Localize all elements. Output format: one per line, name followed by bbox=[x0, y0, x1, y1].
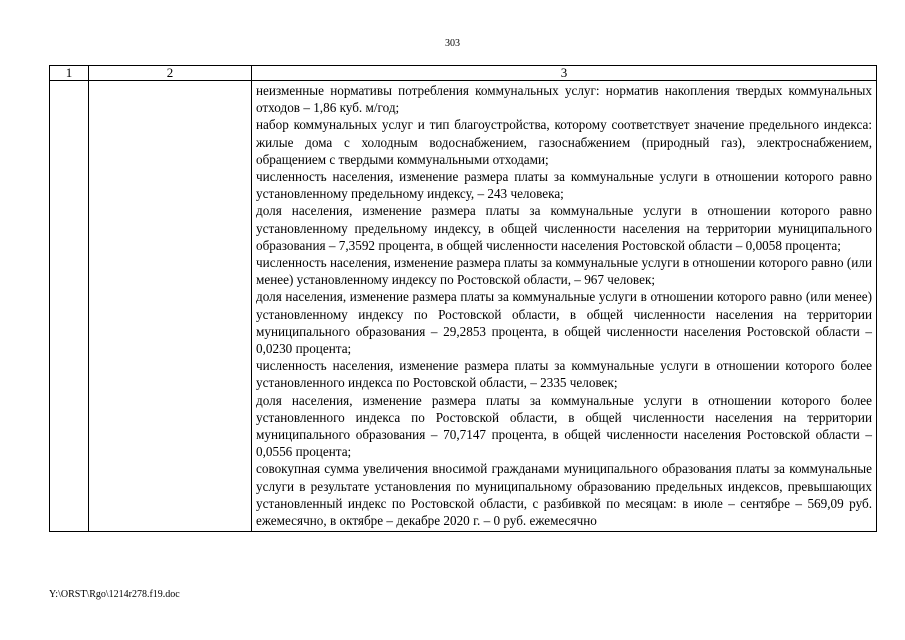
column-header-2: 2 bbox=[89, 66, 252, 81]
column-header-1: 1 bbox=[50, 66, 89, 81]
paragraph: совокупная сумма увеличения вносимой гражданами муниципального образования платы за коммунальные услуги в результате установления по муниципальному образованию предельных индексов, превышающих установленный индекс по Ростовской области, с разбивкой по месяцам: в июле – сентябре – 569,09 руб. ежемесячно, в октябре – декабре 2020 г. – 0 руб. ежемесячно bbox=[256, 461, 872, 529]
column-header-3: 3 bbox=[252, 66, 877, 81]
table-row bbox=[50, 81, 877, 532]
file-path-footer: Y:\ORST\Rgo\1214r278.f19.doc bbox=[49, 589, 180, 600]
page-number: 303 bbox=[445, 38, 460, 49]
paragraph: численность населения, изменение размера платы за коммунальные услуги в отношении которого равно установленному предельному индексу, – 243 человека; bbox=[256, 169, 872, 202]
paragraph: доля населения, изменение размера платы за коммунальные услуги в отношении которого равно установленному предельному индексу, в общей численности населения на территории муниципального образования – 7,3592 процента, в общей численности населения Ростовской области – 0,0058 процента; bbox=[256, 203, 872, 253]
paragraph: доля населения, изменение размера платы за коммунальные услуги в отношении которого равно (или менее) установленному индексу по Ростовской области, в общей численности населения на территории муниципального образования – 29,2853 процента, в общей численности населения Ростовской области – 0,0230 процента; bbox=[256, 289, 872, 357]
paragraph: численность населения, изменение размера платы за коммунальные услуги в отношении которого более установленного индекса по Ростовской области, – 2335 человек; bbox=[256, 358, 872, 391]
paragraph: численность населения, изменение размера платы за коммунальные услуги в отношении которого равно (или менее) установленному индексу по Ростовской области, – 967 человек; bbox=[256, 255, 872, 288]
table-cell-col2 bbox=[89, 81, 252, 532]
document-table bbox=[49, 65, 877, 532]
paragraph: неизменные нормативы потребления коммунальных услуг: норматив накопления твердых коммунальных отходов – 1,86 куб. м/год; bbox=[256, 83, 872, 116]
table-cell-col3 bbox=[252, 81, 877, 532]
paragraph: набор коммунальных услуг и тип благоустройства, которому соответствует значение предельного индекса: жилые дома с холодным водоснабжением, газоснабжением (природный газ), электроснабжением, обращением с твердыми коммунальными отходами; bbox=[256, 117, 872, 167]
table-cell-col1 bbox=[50, 81, 89, 532]
paragraph: доля населения, изменение размера платы за коммунальные услуги в отношении которого более установленного индекса по Ростовской области, в общей численности населения на территории муниципального образования – 70,7147 процента, в общей численности населения Ростовской области – 0,0556 процента; bbox=[256, 392, 872, 460]
table-header-row bbox=[50, 66, 877, 81]
